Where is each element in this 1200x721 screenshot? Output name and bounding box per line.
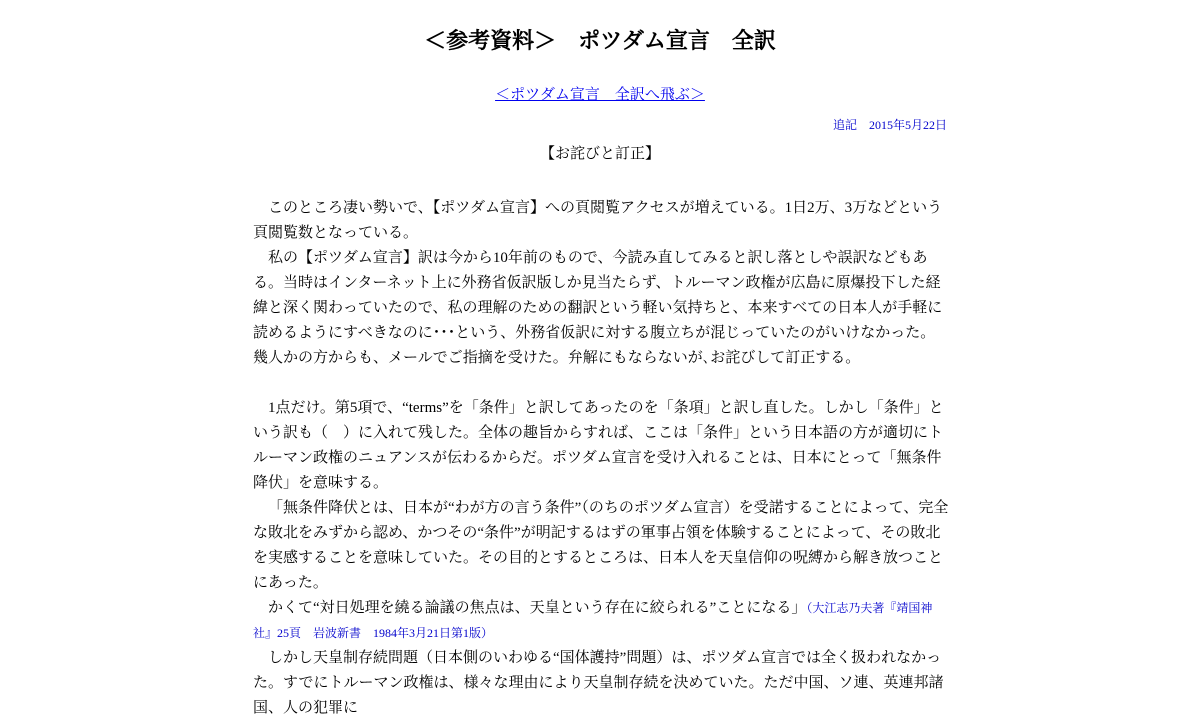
paragraph: しかし天皇制存続問題（日本側のいわゆる“国体護持”問題）は、ポツダム宣言では全く扱われなかった。すでにトルーマン政権は、様々な理由により天皇制存続を決めていた。ただ中国、ソ連、英連邦諸国、人の犯罪に — [253, 650, 944, 716]
apology-heading: 【お詫びと訂正】 — [539, 146, 660, 162]
paragraph-text: かくて“対日処理を繞る論議の焦点は、天皇という存在に絞られる”ことになる」 — [268, 600, 807, 616]
jump-link-container — [0, 84, 1200, 106]
paragraph: 「無条件降伏とは、日本が“わが方の言う条件”（のちのポツダム宣言）を受諾することによって、完全な敗北をみずから認め、かつその“条件”が明記するはずの軍事占領を体験することによって、その敗北を実感することを意味していた。その目的とするところは、日本人を天皇信仰の呪縛から解き放つことにあった。 — [253, 500, 949, 591]
paragraph-with-citation — [253, 596, 949, 646]
postscript-date: 追記 2015年5月22日 — [832, 118, 947, 132]
jump-to-translation-link[interactable]: ＜ポツダム宣言 全訳へ飛ぶ＞ — [495, 87, 705, 103]
paragraph: このところ凄い勢いで、【ポツダム宣言】への頁閲覧アクセスが増えている。1日2万、3万などという頁閲覧数となっている。 — [253, 200, 943, 241]
paragraph: 1点だけ。第5項で、“terms”を「条件」と訳してあったのを「条項」と訳し直した。しかし「条件」という訳も（ ）に入れて残した。全体の趣旨からすれば、ここは「条件」という日本語の方が適切にトルーマン政権のニュアンスが伝わるからだ。ポツダム宣言を受け入れることは、日本にとって「無条件降伏」を意味する。 — [253, 400, 944, 491]
paragraph: 私の【ポツダム宣言】訳は今から10年前のもので、今読み直してみると訳し落としや誤訳などもある。当時はインターネット上に外務省仮訳版しか見当たらず、トルーマン政権が広島に原爆投下した経緯と深く関わっていたので、私の理解のための翻訳という軽い気持ちと、本来すべての日本人が手軽に読めるようにすべきなのに･･･という、外務省仮訳に対する腹立ちが混じっていたのがいけなかった。幾人かの方からも、メールでご指摘を受けた。弁解にもならないが､お詫びして訂正する。 — [253, 250, 943, 366]
page-title: ＜参考資料＞ ポツダム宣言 全訳 — [424, 28, 776, 53]
citation: （大江志乃夫著『靖国神社』25頁 岩波新書 1984年3月21日第1版） — [253, 601, 933, 640]
article-body — [253, 196, 949, 721]
